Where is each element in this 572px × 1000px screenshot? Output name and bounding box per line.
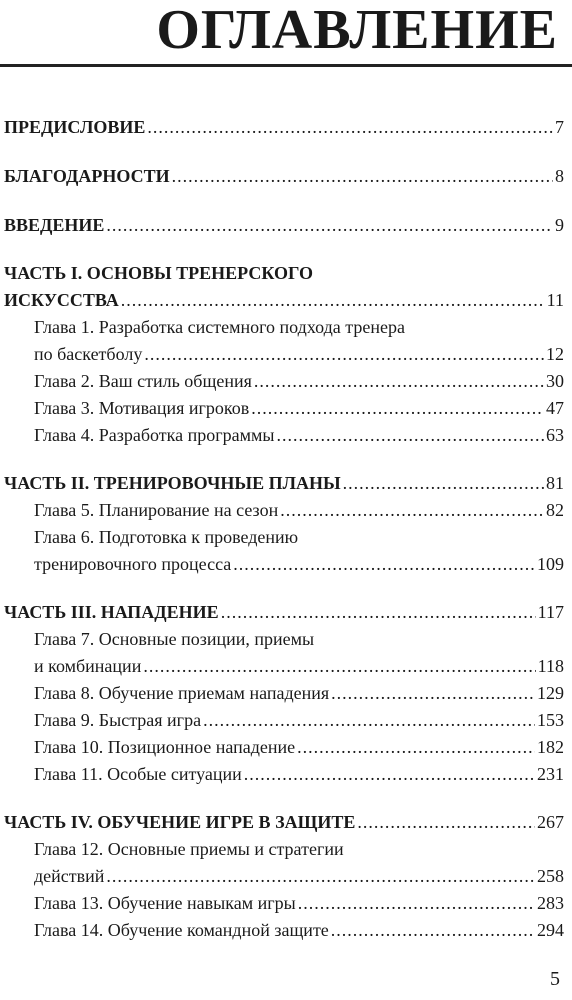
toc-entry-label: Глава 14. Обучение командной защите [34,920,329,940]
toc-entry-label: ЧАСТЬ II. ТРЕНИРОВОЧНЫЕ ПЛАНЫ [4,473,341,493]
toc-entry-label: Глава 10. Позиционное нападение [34,737,296,757]
toc-chapter-7-heading: Глава 7. Основные позиции, приемы [34,629,315,649]
dot-leader [298,890,535,917]
dot-leader [277,422,544,449]
toc-entry-part-3[interactable] [4,599,564,626]
toc-entry-chapter-3[interactable] [4,395,564,422]
toc-entry-chapter-5[interactable] [4,497,564,524]
toc-entry-page: 258 [537,866,564,886]
toc-entry-page: 109 [537,554,564,574]
dot-leader [254,368,544,395]
toc-entry-page: 267 [537,812,564,832]
toc-entry-label: Глава 5. Планирование на сезон [34,500,279,520]
toc-entry-chapter-8[interactable] [4,680,564,707]
toc-entry-label: ЧАСТЬ III. НАПАДЕНИЕ [4,602,219,622]
dot-leader [143,653,535,680]
dot-leader [221,599,536,626]
dot-leader [343,470,544,497]
toc-entry-page: 153 [537,710,564,730]
toc-entry-chapter-10[interactable] [4,734,564,761]
dot-leader [280,497,544,524]
toc-entry-page: 30 [546,371,564,391]
toc-chapter-12-heading: Глава 12. Основные приемы и стратегии [34,839,344,859]
toc-entry-part-2[interactable] [4,470,564,497]
dot-leader [244,761,535,788]
toc-entry-label: БЛАГОДАРНОСТИ [4,166,170,186]
toc-chapter-1-heading: Глава 1. Разработка системного подхода тренера [34,317,405,337]
toc-entry-label: ЧАСТЬ IV. ОБУЧЕНИЕ ИГРЕ В ЗАЩИТЕ [4,812,356,832]
toc-entry-chapter-1[interactable] [4,341,564,368]
dot-leader [172,163,553,190]
toc-entry-page: 12 [546,344,564,364]
toc-entry-chapter-12[interactable] [4,863,564,890]
dot-leader [297,734,535,761]
toc-entry-label: ПРЕДИСЛОВИЕ [4,117,146,137]
table-of-contents [4,114,564,944]
toc-entry-label: Глава 4. Разработка программы [34,425,275,445]
toc-entry-page: 8 [555,166,564,186]
toc-entry-chapter-13[interactable] [4,890,564,917]
dot-leader [147,114,553,141]
toc-entry-label: Глава 9. Быстрая игра [34,710,202,730]
toc-entry-part-1[interactable] [4,287,564,314]
toc-entry-page: 7 [555,117,564,137]
toc-entry-thanks[interactable] [4,163,564,190]
dot-leader [106,863,535,890]
dot-leader [251,395,544,422]
toc-entry-label: Глава 13. Обучение навыкам игры [34,893,296,913]
toc-entry-label: ВВЕДЕНИЕ [4,215,105,235]
dot-leader [106,212,553,239]
toc-entry-chapter-7[interactable] [4,653,564,680]
toc-entry-page: 182 [537,737,564,757]
page-number: 5 [550,968,560,990]
toc-entry-label: и комбинации [34,656,142,676]
toc-entry-chapter-9[interactable] [4,707,564,734]
toc-entry-page: 9 [555,215,564,235]
dot-leader [357,809,535,836]
toc-entry-label: Глава 11. Особые ситуации [34,764,242,784]
toc-entry-label: действий [34,866,105,886]
toc-entry-part-4[interactable] [4,809,564,836]
toc-entry-label: Глава 8. Обучение приемам нападения [34,683,330,703]
toc-entry-chapter-14[interactable] [4,917,564,944]
dot-leader [233,551,535,578]
toc-entry-chapter-2[interactable] [4,368,564,395]
dot-leader [331,680,535,707]
toc-entry-chapter-11[interactable] [4,761,564,788]
toc-entry-page: 231 [537,764,564,784]
title-rule [0,64,572,67]
toc-entry-label: Глава 3. Мотивация игроков [34,398,250,418]
toc-entry-chapter-6[interactable] [4,551,564,578]
toc-entry-page: 11 [546,290,564,310]
toc-entry-page: 81 [546,473,564,493]
dot-leader [331,917,535,944]
toc-entry-label: ИСКУССТВА [4,290,119,310]
toc-entry-label: Глава 2. Ваш стиль общения [34,371,252,391]
toc-entry-preface[interactable] [4,114,564,141]
toc-entry-page: 82 [546,500,564,520]
toc-entry-page: 283 [537,893,564,913]
toc-entry-page: 63 [546,425,564,445]
toc-entry-page: 117 [537,602,564,622]
toc-entry-page: 118 [537,656,564,676]
toc-entry-label: по баскетболу [34,344,143,364]
toc-entry-page: 129 [537,683,564,703]
page-title: ОГЛАВЛЕНИЕ [156,0,558,61]
toc-entry-intro[interactable] [4,212,564,239]
toc-entry-page: 294 [537,920,564,940]
toc-entry-page: 47 [546,398,564,418]
toc-entry-chapter-4[interactable] [4,422,564,449]
dot-leader [121,287,545,314]
toc-chapter-6-heading: Глава 6. Подготовка к проведению [34,527,299,547]
toc-part-1-heading: ЧАСТЬ I. ОСНОВЫ ТРЕНЕРСКОГО [4,263,313,283]
dot-leader [203,707,535,734]
toc-entry-label: тренировочного процесса [34,554,232,574]
dot-leader [144,341,544,368]
